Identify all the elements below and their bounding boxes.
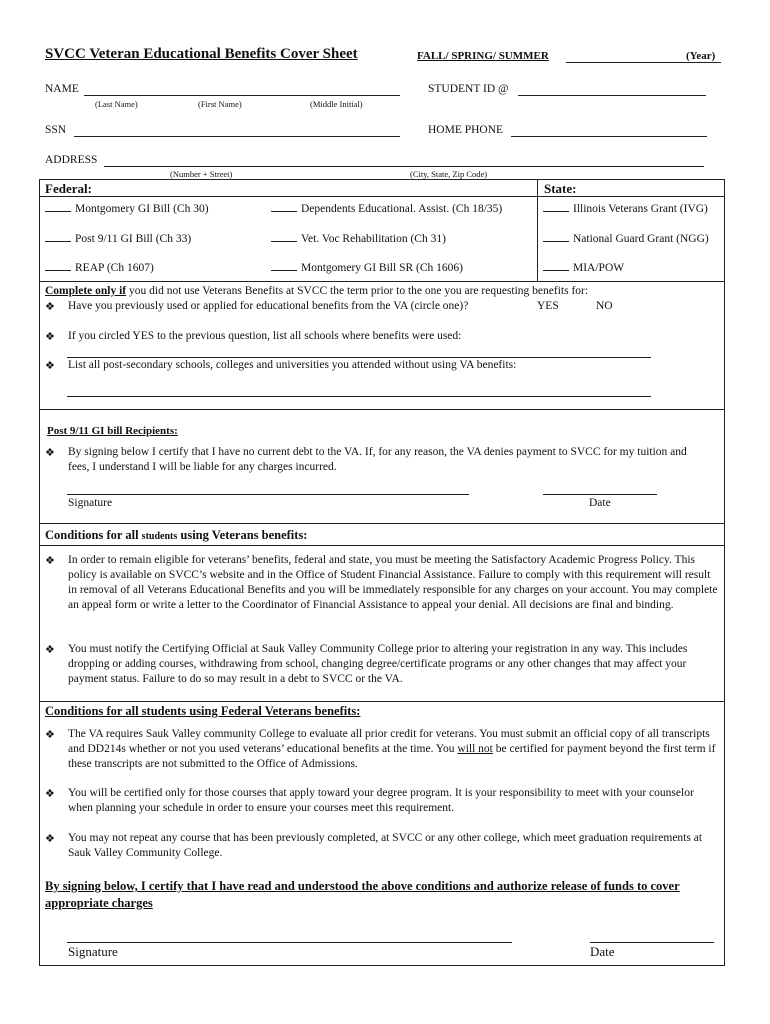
prior-use-question: Have you previously used or applied for educational benefits from the VA (circle one)? [68, 300, 469, 312]
benefits-header-rule [39, 196, 724, 197]
schools-used-field[interactable] [67, 357, 651, 358]
final-date-label: Date [590, 944, 615, 959]
name-label: NAME [45, 83, 79, 95]
post911-heading: Post 9/11 GI bill Recipients: [47, 425, 178, 437]
yes-option[interactable]: YES [537, 300, 559, 312]
transcripts-requirement: The VA requires Sauk Valley community College to evaluate all prior credit for veterans. You must submit an official copy of all transcripts and DD214s whether or not you used veterans’ educational benefits at the time. You will not be certified for payment beyond the first term if these transcripts are not submitted to the Office of Admissions. [68, 728, 716, 770]
post911-certification: By signing below I certify that I have no current debt to the VA. If, for any reason, the VA denies payment to SVCC for my tuition and fees, I understand I will be liable for any charges incurred. [68, 446, 687, 473]
last-name-caption: (Last Name) [95, 99, 138, 109]
bullet-icon: ❖ [45, 788, 55, 800]
notify-official-text: You must notify the Certifying Official at Sauk Valley Community College prior to altering your registration in any way. This includes dropping or adding courses, withdrawing from school, changing degree/certificate programs or any other changes that may affect your payment status. Failure to do so may result in a debt to SVCC or the VA. [68, 643, 688, 685]
federal-option[interactable]: Dependents Educational. Assist. (Ch 18/35) [271, 203, 502, 215]
bullet-icon: ❖ [45, 644, 55, 656]
ssn-field[interactable] [74, 136, 400, 137]
middle-initial-caption: (Middle Initial) [310, 99, 363, 109]
post911-signature-line[interactable] [67, 494, 469, 495]
year-label: (Year) [686, 50, 716, 62]
benefits-bottom-rule [39, 281, 724, 282]
final-date-line[interactable] [590, 942, 714, 943]
bullet-icon: ❖ [45, 729, 55, 741]
post911-signature-label: Signature [68, 497, 113, 509]
federal-option[interactable]: Vet. Voc Rehabilitation (Ch 31) [271, 233, 446, 245]
schools-attended-field[interactable] [67, 396, 651, 397]
student-id-field[interactable] [518, 95, 706, 96]
section-rule [39, 523, 724, 524]
conditions-federal-heading: Conditions for all students using Federal Veterans benefits: [45, 704, 361, 718]
federal-heading: Federal: [45, 181, 92, 196]
final-certification: By signing below, I certify that I have read and understood the above conditions and authorize release of funds to cover appropriate charges [45, 879, 680, 910]
first-name-caption: (First Name) [198, 99, 242, 109]
state-option[interactable]: National Guard Grant (NGG) [543, 233, 709, 245]
state-heading: State: [544, 181, 577, 196]
state-option[interactable]: MIA/POW [543, 262, 624, 274]
student-id-label: STUDENT ID @ [428, 83, 509, 95]
section-rule [39, 409, 724, 410]
ssn-label: SSN [45, 124, 67, 136]
home-phone-field[interactable] [511, 136, 707, 137]
federal-option[interactable]: Montgomery GI Bill SR (Ch 1606) [271, 262, 463, 274]
no-option[interactable]: NO [596, 300, 613, 312]
federal-option[interactable]: REAP (Ch 1607) [45, 262, 154, 274]
post911-date-label: Date [589, 497, 611, 509]
repeat-course-text: You may not repeat any course that has been previously completed, at SVCC or any other college, which meet graduation requirements at Sauk Valley Community College. [68, 832, 703, 859]
final-signature-label: Signature [68, 944, 118, 959]
bullet-icon: ❖ [45, 833, 55, 845]
federal-option[interactable]: Post 9/11 GI Bill (Ch 33) [45, 233, 191, 245]
federal-state-divider [537, 179, 538, 281]
form-title: SVCC Veteran Educational Benefits Cover Sheet [45, 46, 358, 62]
section-rule [39, 701, 724, 702]
home-phone-label: HOME PHONE [428, 124, 504, 136]
bullet-icon: ❖ [45, 555, 55, 567]
bullet-icon: ❖ [45, 447, 55, 459]
schools-used-question: If you circled YES to the previous question, list all schools where benefits were used: [68, 330, 462, 342]
city-state-zip-caption: (City, State, Zip Code) [410, 169, 488, 179]
sap-policy-text: In order to remain eligible for veterans’ benefits, federal and state, you must be meeting the Satisfactory Academic Progress Policy. This policy is available on SVCC’s website and in the Office of Student Financial Assistance. Failure to comply with this requirement will result in removal of all Veterans Educational Benefits and you will be immediately responsible for any charges on your account. You may complete an appeal form or write a letter to the Coordinator of Financial Assistance to appeal your denial. All decisions are final and binding. [68, 554, 718, 611]
conditions-all-heading: Conditions for all students using Veterans benefits: [45, 528, 308, 542]
bullet-icon: ❖ [45, 360, 55, 372]
bullet-icon: ❖ [45, 331, 55, 343]
bullet-icon: ❖ [45, 301, 55, 313]
degree-courses-text: You will be certified only for those courses that apply toward your degree program. It is your responsibility to meet with your counselor when planning your schedule in order to ensure your courses meet this requirement. [68, 787, 694, 814]
year-line [566, 62, 721, 63]
address-field[interactable] [104, 166, 704, 167]
state-option[interactable]: Illinois Veterans Grant (IVG) [543, 203, 708, 215]
federal-option[interactable]: Montgomery GI Bill (Ch 30) [45, 203, 209, 215]
final-signature-line[interactable] [67, 942, 512, 943]
term-label: FALL/ SPRING/ SUMMER [417, 50, 549, 62]
name-field[interactable] [84, 95, 400, 96]
prior-benefits-intro: Complete only if you did not use Veterans Benefits at SVCC the term prior to the one you are requesting benefits for: [45, 285, 589, 297]
address-label: ADDRESS [45, 154, 98, 166]
conditions-all-rule [39, 545, 724, 546]
street-caption: (Number + Street) [170, 169, 233, 179]
post911-date-line[interactable] [543, 494, 657, 495]
schools-attended-question: List all post-secondary schools, colleges and universities you attended without using VA benefits: [68, 359, 517, 371]
